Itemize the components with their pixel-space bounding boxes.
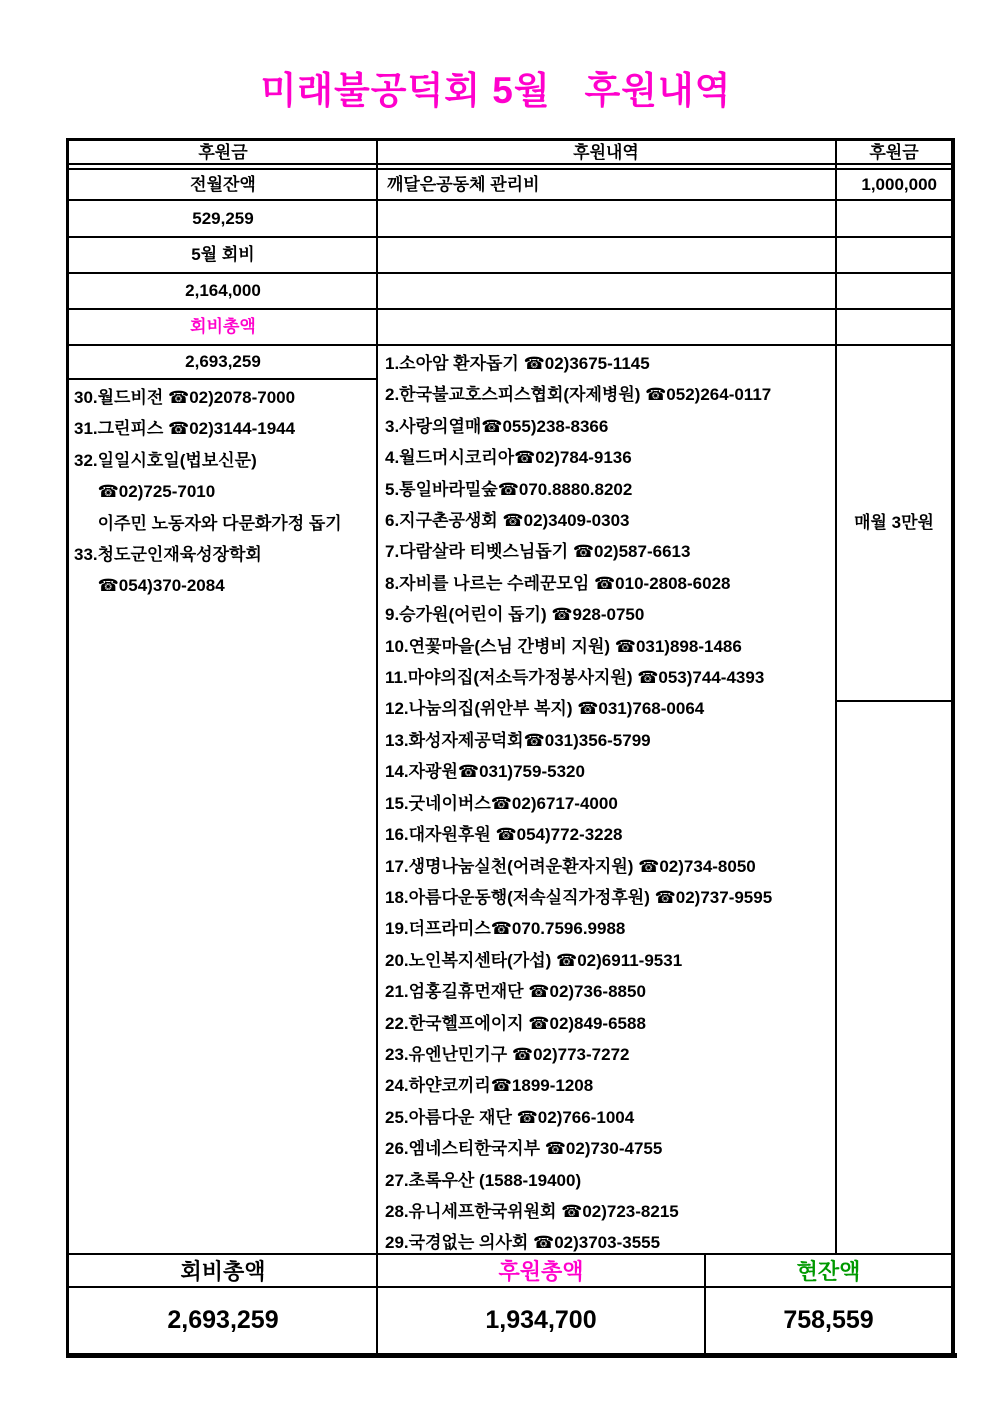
- prev-balance-label: 전월잔액: [190, 175, 256, 194]
- organization-entry: 9.승가원(어린이 돕기) ☎928-0750: [385, 605, 645, 625]
- management-fee-amount: 1,000,000: [861, 175, 937, 194]
- organization-entry: 26.엠네스티한국지부 ☎02)730-4755: [385, 1139, 663, 1159]
- may-fee-value: 2,164,000: [185, 281, 261, 300]
- header-right-donation: 후원금: [869, 142, 919, 162]
- middle-organization-list: [385, 348, 831, 1259]
- organization-entry: 12.나눔의집(위안부 복지) ☎031)768-0064: [385, 699, 705, 719]
- organization-entry: 25.아름다운 재단 ☎02)766-1004: [385, 1107, 635, 1127]
- organization-entry: 18.아름다운동행(저속실직가정후원) ☎02)737-9595: [385, 887, 773, 907]
- summary-donation-total-value: 1,934,700: [485, 1306, 597, 1334]
- may-fee-label: 5월 회비: [191, 245, 255, 264]
- organization-entry: 11.마야의집(저소득가정봉사지원) ☎053)744-4393: [385, 668, 765, 688]
- organization-entry: 17.생명나눔실천(어려운환자지원) ☎02)734-8050: [385, 856, 756, 876]
- summary-membership-total-value: 2,693,259: [167, 1306, 279, 1334]
- organization-entry: 3.사랑의열매☎055)238-8366: [385, 416, 609, 436]
- grid-line: [835, 700, 953, 702]
- page-title: 미래불공덕회 5월 후원내역: [260, 70, 732, 111]
- header-donation-detail: 후원내역: [573, 142, 639, 162]
- grid-line: [376, 138, 378, 1355]
- organization-entry: 4.월드머시코리아☎02)784-9136: [385, 448, 632, 468]
- grid-line: [66, 138, 69, 1358]
- organization-entry: 7.다람살라 티벳스님돕기 ☎02)587-6613: [385, 542, 691, 562]
- grid-line: [704, 1253, 706, 1355]
- organization-entry: 6.지구촌공생회 ☎02)3409-0303: [385, 511, 630, 531]
- management-fee-label: 깨달은공동체 관리비: [387, 175, 540, 194]
- monthly-amount-note: 매월 3만원: [854, 512, 934, 532]
- grid-line: [835, 138, 837, 1255]
- organization-entry: 10.연꽃마을(스님 간병비 지원) ☎031)898-1486: [385, 636, 742, 656]
- organization-entry: 14.자광원☎031)759-5320: [385, 762, 585, 782]
- organization-entry: 32.일일시호일(법보신문): [74, 450, 257, 470]
- header-left-donation: 후원금: [198, 142, 248, 162]
- organization-entry: 27.초록우산 (1588-19400): [385, 1170, 582, 1190]
- organization-entry: 19.더프라미스☎070.7596.9988: [385, 919, 626, 939]
- organization-entry: ☎054)370-2084: [74, 576, 225, 596]
- organization-entry: 24.하얀코끼리☎1899-1208: [385, 1076, 594, 1096]
- organization-entry: 33.청도군인재육성장학회: [74, 545, 262, 565]
- organization-entry: 31.그린피스 ☎02)3144-1944: [74, 419, 296, 439]
- organization-entry: 22.한국헬프에이지 ☎02)849-6588: [385, 1013, 646, 1033]
- organization-entry: 1.소아암 환자돕기 ☎02)3675-1145: [385, 354, 650, 373]
- organization-entry: 이주민 노동자와 다문화가정 돕기: [74, 513, 342, 533]
- grid-line: [66, 378, 378, 380]
- organization-entry: ☎02)725-7010: [74, 482, 216, 502]
- organization-entry: 5.통일바라밀숲☎070.8880.8202: [385, 479, 633, 499]
- organization-entry: 16.대자원후원 ☎054)772-3228: [385, 825, 623, 845]
- left-organization-list: [74, 382, 374, 602]
- fee-total-value: 2,693,259: [185, 352, 261, 371]
- grid-line: [66, 1353, 957, 1358]
- grid-line: [66, 1286, 955, 1288]
- summary-balance-label: 현잔액: [796, 1259, 861, 1284]
- fee-total-label: 회비총액: [190, 317, 256, 336]
- summary-balance-value: 758,559: [783, 1306, 874, 1334]
- organization-entry: 30.월드비전 ☎02)2078-7000: [74, 388, 296, 407]
- prev-balance-value: 529,259: [192, 208, 254, 228]
- summary-membership-total-label: 회비총액: [180, 1259, 266, 1284]
- organization-entry: 21.엄홍길휴먼재단 ☎02)736-8850: [385, 982, 646, 1002]
- organization-entry: 15.굿네이버스☎02)6717-4000: [385, 793, 618, 813]
- organization-entry: 20.노인복지센타(가섭) ☎02)6911-9531: [385, 950, 683, 970]
- organization-entry: 29.국경없는 의사회 ☎02)3703-3555: [385, 1233, 661, 1253]
- organization-entry: 8.자비를 나르는 수레꾼모임 ☎010-2808-6028: [385, 573, 731, 593]
- summary-donation-total-label: 후원총액: [498, 1259, 584, 1284]
- organization-entry: 2.한국불교호스피스협회(자제병원) ☎052)264-0117: [385, 385, 772, 405]
- organization-entry: 13.화성자제공덕회☎031)356-5799: [385, 730, 651, 750]
- organization-entry: 23.유엔난민기구 ☎02)773-7272: [385, 1044, 630, 1064]
- organization-entry: 28.유니세프한국위원회 ☎02)723-8215: [385, 1201, 679, 1221]
- grid-line: [66, 163, 955, 165]
- grid-line: [951, 138, 955, 1358]
